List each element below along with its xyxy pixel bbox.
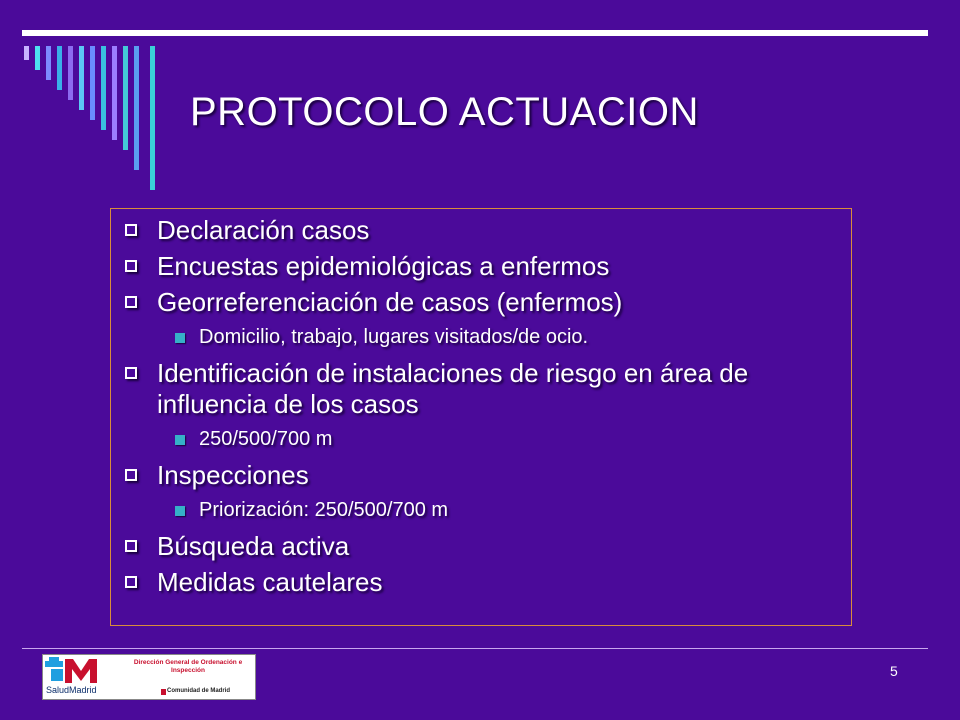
filled-square-bullet-icon — [175, 506, 185, 516]
list-item — [123, 531, 843, 562]
flag-icon — [161, 689, 166, 695]
stripe — [112, 46, 117, 140]
filled-square-bullet-icon — [175, 333, 185, 343]
bullet-list — [123, 215, 843, 603]
sub-list-item — [123, 323, 843, 351]
filled-square-bullet-icon — [175, 435, 185, 445]
sub-list-item — [123, 496, 843, 524]
stripe — [24, 46, 29, 60]
list-item — [123, 567, 843, 598]
list-item — [123, 215, 843, 246]
item-text: Georreferenciación de casos (enfermos) — [157, 287, 623, 317]
page-number: 5 — [890, 663, 898, 679]
list-item — [123, 358, 843, 420]
list-item — [123, 460, 843, 491]
item-text: Declaración casos — [157, 215, 370, 245]
logo-subtext: Comunidad de Madrid — [167, 688, 230, 694]
item-text: Búsqueda activa — [157, 531, 350, 561]
hollow-square-bullet-icon — [125, 296, 137, 308]
stripe — [134, 46, 139, 170]
stripe — [57, 46, 62, 90]
item-text: Identificación de instalaciones de riesgo en área de influencia de los casos — [157, 358, 749, 419]
item-text: Priorización: 250/500/700 m — [199, 499, 449, 521]
hollow-square-bullet-icon — [125, 540, 137, 552]
stripe — [79, 46, 84, 110]
item-text: Domicilio, trabajo, lugares visitados/de ocio. — [199, 326, 589, 348]
stripe — [101, 46, 106, 130]
stripe — [68, 46, 73, 100]
item-text: Encuestas epidemiológicas a enfermos — [157, 251, 610, 281]
slide-title: PROTOCOLO ACTUACION — [190, 90, 699, 134]
item-text: 250/500/700 m — [199, 428, 333, 450]
hollow-square-bullet-icon — [125, 367, 137, 379]
list-item — [123, 251, 843, 282]
stripe — [90, 46, 95, 120]
hollow-square-bullet-icon — [125, 224, 137, 236]
stripe — [35, 46, 40, 70]
hollow-square-bullet-icon — [125, 576, 137, 588]
stripe — [46, 46, 51, 80]
item-text: Inspecciones — [157, 460, 309, 490]
decorative-stripes — [0, 0, 170, 200]
organization-logo — [42, 654, 256, 700]
bottom-rule — [22, 648, 928, 649]
hollow-square-bullet-icon — [125, 469, 137, 481]
content-box — [110, 208, 852, 626]
sub-list-item — [123, 425, 843, 453]
stripe — [150, 46, 155, 190]
list-item — [123, 287, 843, 318]
logo-brand: SaludMadrid — [46, 685, 97, 695]
hollow-square-bullet-icon — [125, 260, 137, 272]
stripe — [123, 46, 128, 150]
item-text: Medidas cautelares — [157, 567, 383, 597]
logo-text: Dirección General de Ordenación e Inspección — [133, 659, 243, 674]
